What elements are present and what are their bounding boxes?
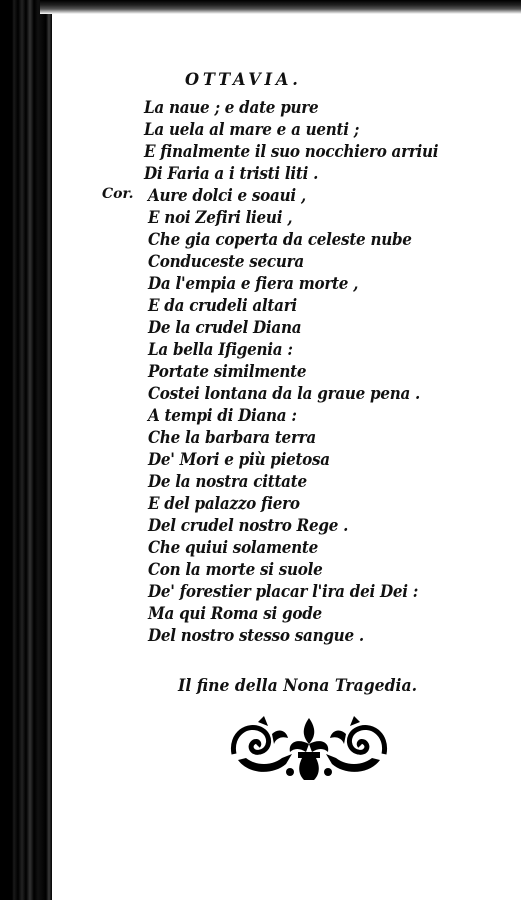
book-page	[52, 14, 521, 900]
book-binding	[0, 0, 52, 900]
colophon-line: Il fine della Nona Tragedia.	[178, 676, 418, 696]
verse-line: Ma qui Roma si gode	[148, 604, 322, 623]
verse-line: De' forestier placar l'ira dei Dei :	[148, 582, 419, 601]
running-header: OTTAVIA.	[185, 70, 302, 90]
verse-line: Del nostro stesso sangue .	[148, 626, 364, 645]
verse-line: Da l'empia e fiera morte ,	[148, 274, 359, 293]
verse-line: Portate similmente	[148, 362, 307, 381]
verse-line: Del crudel nostro Rege .	[148, 516, 349, 535]
verse-line: A tempi di Diana :	[148, 406, 297, 425]
verse-line: E da crudeli altari	[148, 296, 297, 315]
verse-line: De' Mori e più pietosa	[148, 450, 330, 469]
verse-line: Costei lontana da la graue pena .	[148, 384, 421, 403]
verse-line: De la crudel Diana	[148, 318, 302, 337]
verse-line: La uela al mare e a uenti ;	[144, 120, 360, 139]
verse-line: Conduceste secura	[148, 252, 304, 271]
verse-line: La bella Ifigenia :	[148, 340, 293, 359]
verse-line: Aure dolci e soaui ,	[148, 186, 306, 205]
verse-line: Che la barbara terra	[148, 428, 316, 447]
speaker-label: Cor.	[102, 186, 134, 202]
verse-line: E noi Zefiri lieui ,	[148, 208, 293, 227]
page-top-edge	[40, 0, 521, 14]
verse-line: E finalmente il suo nocchiero arriui	[144, 142, 439, 161]
verse-line: De la nostra cittate	[148, 472, 307, 491]
verse-line: La naue ; e date pure	[144, 98, 319, 117]
verse-line: Che gia coperta da celeste nube	[148, 230, 412, 249]
verse-line: Di Faria a i tristi liti .	[144, 164, 319, 183]
verse-line: Con la morte si suole	[148, 560, 323, 579]
verse-line: Che quiui solamente	[148, 538, 319, 557]
printers-ornament	[228, 714, 390, 784]
verse-line: E del palazzo fiero	[148, 494, 300, 513]
